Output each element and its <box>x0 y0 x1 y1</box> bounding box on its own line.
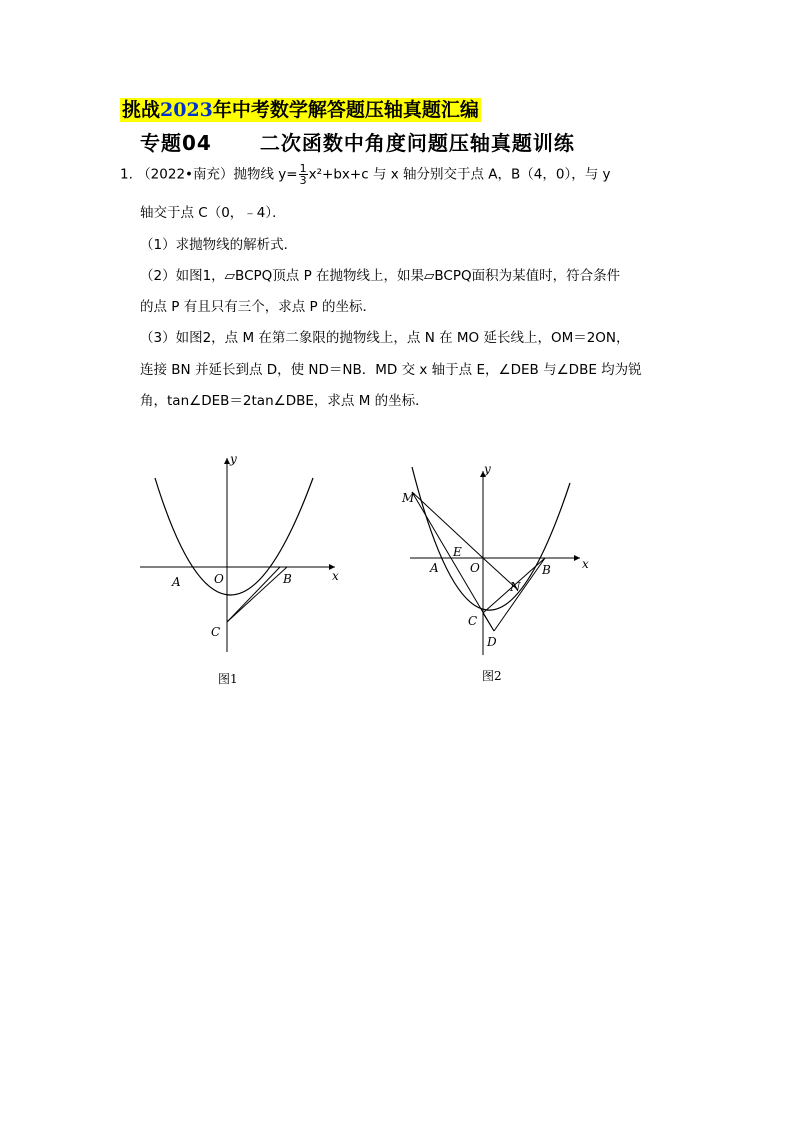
label-o: O <box>470 561 480 575</box>
label-c: C <box>211 625 221 639</box>
fraction-one-third: $\frac{1}{3}$ <box>299 162 307 187</box>
topic-title <box>140 127 575 156</box>
question-3-line-3: 角，tan∠DEB＝2tan∠DBE，求点 M 的坐标． <box>140 393 429 409</box>
parabola <box>412 467 570 610</box>
figure-2-caption: 图2 <box>482 669 502 683</box>
problem-intro-b: x²+bx+c 与 x 轴分别交于点 A，B（4，0），与 y <box>308 166 611 183</box>
segment-md <box>412 492 494 631</box>
title-prefix: 挑战 <box>122 99 161 121</box>
problem-line-1 <box>120 163 610 186</box>
figure-1-caption: 图1 <box>218 672 238 686</box>
label-a: A <box>430 561 439 575</box>
label-y: y <box>230 452 237 466</box>
label-o: O <box>214 572 224 586</box>
label-b: B <box>283 572 292 586</box>
problem-line-2: 轴交于点 C（0，﹣4）． <box>140 205 286 221</box>
label-c: C <box>468 614 478 628</box>
label-m: M <box>402 491 415 505</box>
title-suffix: 年中考数学解答题压轴真题汇编 <box>212 99 479 121</box>
topic-text: 二次函数中角度问题压轴真题训练 <box>259 131 575 155</box>
figure-2-diagram <box>400 455 600 660</box>
label-y: y <box>484 462 491 476</box>
label-n: N <box>510 580 521 594</box>
label-d: D <box>487 635 497 649</box>
question-1: （1）求抛物线的解析式． <box>140 237 298 253</box>
label-a: A <box>172 575 181 589</box>
problem-source: （2022•南充） <box>137 166 234 183</box>
collection-title <box>120 98 481 122</box>
question-3-line-2: 连接 BN 并延长到点 D，使 ND＝NB．MD 交 x 轴于点 E，∠DEB 与∠DBE 均为锐 <box>140 362 642 378</box>
label-b: B <box>542 563 551 577</box>
segment-cd <box>483 613 494 631</box>
title-year: 2023 <box>160 99 213 121</box>
label-x: x <box>582 557 589 571</box>
segment-mo <box>412 492 483 558</box>
question-2-line-2: 的点 P 有且只有三个，求点 P 的坐标． <box>140 299 376 315</box>
question-2-line-1: （2）如图1，▱BCPQ顶点 P 在抛物线上，如果▱BCPQ面积为某值时，符合条件 <box>140 268 621 284</box>
segment-bd <box>494 558 545 631</box>
problem-number: 1. <box>120 166 133 183</box>
question-3-line-1: （3）如图2，点 M 在第二象限的抛物线上，点 N 在 MO 延长线上，OM＝2ON， <box>140 330 630 346</box>
problem-intro-a: 抛物线 y= <box>233 166 298 183</box>
figure-1-diagram <box>130 450 350 660</box>
topic-code: 专题04 <box>140 131 212 155</box>
label-x: x <box>332 569 339 583</box>
label-e: E <box>453 545 462 559</box>
